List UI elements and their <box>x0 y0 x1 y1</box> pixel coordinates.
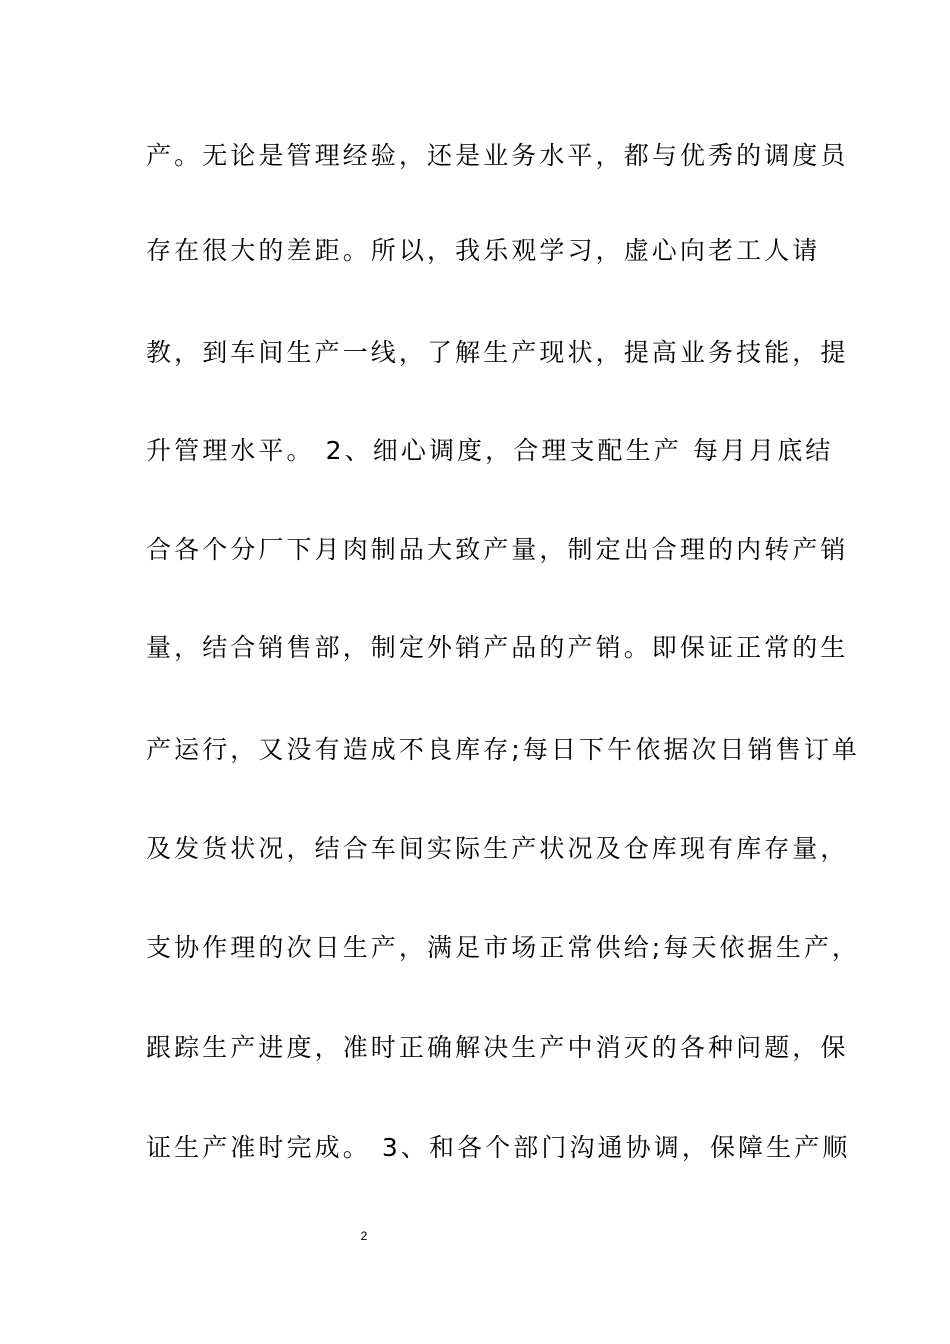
body-text-line: 量，结合销售部，制定外销产品的产销。即保证正常的生 <box>146 633 849 662</box>
body-text-line: 合各个分厂下月肉制品大致产量，制定出合理的内转产销 <box>146 535 849 564</box>
body-text-line: 证生产准时完成。 3、和各个部门沟通协调，保障生产顺 <box>146 1133 851 1162</box>
page-number: 2 <box>360 1229 368 1243</box>
body-text-line: 产。无论是管理经验，还是业务水平，都与优秀的调度员 <box>146 141 849 170</box>
body-text-line: 及发货状况，结合车间实际生产状况及仓库现有库存量， <box>146 834 849 863</box>
body-text-line: 产运行，又没有造成不良库存;每日下午依据次日销售订单 <box>146 735 861 764</box>
body-text-line: 升管理水平。 2、细心调度，合理支配生产 每月月底结 <box>146 436 834 465</box>
body-text-line: 跟踪生产进度，准时正确解决生产中消灭的各种问题，保 <box>146 1033 849 1062</box>
body-text-line: 教，到车间生产一线，了解生产现状，提高业务技能，提 <box>146 338 849 367</box>
body-text-line: 支协作理的次日生产，满足市场正常供给;每天依据生产， <box>146 933 861 962</box>
body-text-line: 存在很大的差距。所以，我乐观学习，虚心向老工人请 <box>146 236 821 265</box>
